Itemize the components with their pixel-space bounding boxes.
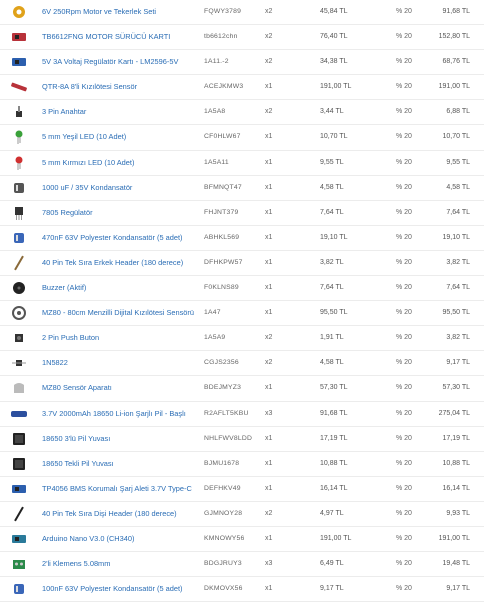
product-thumbnail[interactable]	[10, 226, 28, 250]
product-name-link[interactable]: 18650 Tekli Pil Yuvası	[42, 458, 114, 468]
battery-holder-icon	[10, 430, 28, 448]
product-thumbnail[interactable]	[10, 351, 28, 375]
product-name-link[interactable]: 1N5822	[42, 358, 68, 368]
line-total: 10,88 TL	[442, 459, 470, 467]
product-thumbnail[interactable]	[10, 301, 28, 325]
diode-icon	[10, 354, 28, 372]
unit-price: 1,91 TL	[320, 334, 344, 342]
tax-rate: % 20	[396, 334, 412, 342]
quantity: x1	[265, 133, 273, 141]
quantity: x1	[265, 284, 273, 292]
product-thumbnail[interactable]	[10, 251, 28, 275]
unit-price: 3,44 TL	[320, 108, 344, 116]
line-total: 91,68 TL	[442, 8, 470, 15]
product-name-link[interactable]: 5V 3A Voltaj Regülatör Kartı - LM2596-5V	[42, 57, 179, 67]
product-thumbnail[interactable]	[10, 276, 28, 300]
list-item	[0, 427, 484, 452]
line-total: 191,00 TL	[438, 534, 470, 542]
line-total: 68,76 TL	[442, 58, 470, 66]
tax-rate: % 20	[396, 58, 412, 66]
list-item	[0, 376, 484, 401]
unit-price: 16,14 TL	[320, 484, 348, 492]
quantity: x1	[265, 83, 273, 91]
list-item	[0, 276, 484, 301]
tax-rate: % 20	[396, 233, 412, 241]
unit-price: 7,64 TL	[320, 284, 344, 292]
line-total: 275,04 TL	[438, 409, 470, 417]
tax-rate: % 20	[396, 409, 412, 417]
board-icon	[10, 530, 28, 548]
tax-rate: % 20	[396, 133, 412, 141]
product-code: FHJNT379	[204, 208, 239, 216]
quantity: x2	[265, 58, 273, 66]
ir-sensor-icon	[10, 304, 28, 322]
quantity: x1	[265, 309, 273, 317]
unit-price: 6,49 TL	[320, 560, 344, 568]
product-thumbnail[interactable]	[10, 527, 28, 551]
product-name-link[interactable]: 5 mm Kırmızı LED (10 Adet)	[42, 157, 135, 167]
board-icon	[10, 480, 28, 498]
product-thumbnail[interactable]	[10, 201, 28, 225]
product-code: tb6612chn	[204, 33, 238, 41]
switch-icon	[10, 103, 28, 121]
sensor-bar-icon	[10, 78, 28, 96]
product-name-link[interactable]: 3.7V 2000mAh 18650 Li-ion Şarjlı Pil - Başlı	[42, 408, 186, 418]
product-thumbnail[interactable]	[10, 477, 28, 501]
product-code: DEFHKV49	[204, 484, 241, 492]
wheel-icon	[10, 3, 28, 21]
quantity: x2	[265, 509, 273, 517]
list-item	[0, 402, 484, 427]
tax-rate: % 20	[396, 534, 412, 542]
line-total: 9,93 TL	[446, 509, 470, 517]
unit-price: 19,10 TL	[320, 233, 348, 241]
product-name-link[interactable]: 40 Pin Tek Sıra Dişi Header (180 derece)	[42, 508, 177, 518]
product-code: ACEJKMW3	[204, 83, 244, 91]
tax-rate: % 20	[396, 284, 412, 292]
product-thumbnail[interactable]	[10, 151, 28, 175]
line-total: 7,64 TL	[446, 208, 470, 216]
unit-price: 9,17 TL	[320, 585, 344, 593]
product-thumbnail[interactable]	[10, 452, 28, 476]
product-name-link[interactable]: 40 Pin Tek Sıra Erkek Header (180 derece)	[42, 257, 184, 267]
quantity: x2	[265, 33, 273, 41]
list-item	[0, 201, 484, 226]
unit-price: 4,58 TL	[320, 183, 344, 191]
tax-rate: % 20	[396, 434, 412, 442]
unit-price: 3,82 TL	[320, 258, 344, 266]
product-name-link[interactable]: TB6612FNG MOTOR SÜRÜCÜ KARTI	[42, 32, 171, 42]
buzzer-icon	[10, 279, 28, 297]
product-thumbnail[interactable]	[10, 75, 28, 99]
quantity: x1	[265, 384, 273, 392]
product-code: BDEJMYZ3	[204, 384, 242, 392]
product-code: BFMNQT47	[204, 183, 242, 191]
list-item	[0, 552, 484, 577]
list-item	[0, 0, 484, 25]
unit-price: 76,40 TL	[320, 33, 348, 41]
product-code: CF0HLW67	[204, 133, 241, 141]
line-total: 17,19 TL	[442, 434, 470, 442]
line-total: 3,82 TL	[446, 258, 470, 266]
tax-rate: % 20	[396, 560, 412, 568]
product-code: GJMNOY28	[204, 509, 243, 517]
tax-rate: % 20	[396, 309, 412, 317]
tax-rate: % 20	[396, 208, 412, 216]
capacitor-icon	[10, 580, 28, 598]
tax-rate: % 20	[396, 459, 412, 467]
product-thumbnail[interactable]	[10, 577, 28, 601]
tax-rate: % 20	[396, 509, 412, 517]
list-item	[0, 477, 484, 502]
list-item	[0, 251, 484, 276]
line-total: 9,17 TL	[446, 585, 470, 593]
product-code: NHLFWV8LDD	[204, 434, 253, 442]
product-name-link[interactable]: 7805 Regülatör	[42, 207, 93, 217]
quantity: x2	[265, 108, 273, 116]
product-code: CGJS2356	[204, 359, 239, 367]
product-code: DFHKPW57	[204, 258, 243, 266]
product-code: FQWY3789	[204, 8, 242, 15]
list-item	[0, 50, 484, 75]
list-item	[0, 326, 484, 351]
quantity: x2	[265, 8, 273, 15]
product-name-link[interactable]: MZ80 - 80cm Menzilli Dijital Kızılötesi Sensörü	[42, 308, 194, 318]
product-code: 1A47	[204, 309, 221, 317]
header-pin-icon	[10, 505, 28, 523]
quantity: x2	[265, 359, 273, 367]
product-name-link[interactable]: 100nF 63V Polyester Kondansatör (5 adet)	[42, 584, 183, 594]
product-code: 1A5A9	[204, 334, 226, 342]
list-item	[0, 452, 484, 477]
product-code: 1A11.-2	[204, 58, 229, 66]
product-code: KMNOWY56	[204, 534, 245, 542]
led-icon	[10, 154, 28, 172]
product-code: BJMU1678	[204, 459, 240, 467]
line-total: 57,30 TL	[442, 384, 470, 392]
list-item	[0, 502, 484, 527]
product-thumbnail[interactable]	[10, 176, 28, 200]
unit-price: 4,97 TL	[320, 509, 344, 517]
capacitor-icon	[10, 179, 28, 197]
tax-rate: % 20	[396, 33, 412, 41]
unit-price: 17,19 TL	[320, 434, 348, 442]
tax-rate: % 20	[396, 108, 412, 116]
product-name-link[interactable]: 6V 250Rpm Motor ve Tekerlek Seti	[42, 7, 157, 16]
board-icon	[10, 53, 28, 71]
product-thumbnail[interactable]	[10, 552, 28, 576]
product-name-link[interactable]: MZ80 Sensör Aparatı	[42, 383, 112, 393]
line-total: 9,17 TL	[446, 359, 470, 367]
line-total: 95,50 TL	[442, 309, 470, 317]
product-code: DKMOVX56	[204, 585, 243, 593]
quantity: x1	[265, 208, 273, 216]
battery-holder-icon	[10, 455, 28, 473]
product-name-link[interactable]: 2 Pin Push Buton	[42, 333, 100, 343]
unit-price: 9,55 TL	[320, 158, 344, 166]
list-item	[0, 226, 484, 251]
quantity: x1	[265, 459, 273, 467]
line-total: 4,58 TL	[446, 183, 470, 191]
product-thumbnail[interactable]	[10, 100, 28, 124]
product-thumbnail[interactable]	[10, 376, 28, 400]
tax-rate: % 20	[396, 183, 412, 191]
regulator-icon	[10, 204, 28, 222]
unit-price: 4,58 TL	[320, 359, 344, 367]
product-thumbnail[interactable]	[10, 50, 28, 74]
board-icon	[10, 28, 28, 46]
tax-rate: % 20	[396, 158, 412, 166]
list-item	[0, 527, 484, 552]
product-name-link[interactable]: 3 Pin Anahtar	[42, 107, 87, 117]
product-name-link[interactable]: 1000 uF / 35V Kondansatör	[42, 182, 133, 192]
unit-price: 7,64 TL	[320, 208, 344, 216]
product-code: BDGJRUY3	[204, 560, 242, 568]
tax-rate: % 20	[396, 384, 412, 392]
quantity: x1	[265, 233, 273, 241]
tax-rate: % 20	[396, 585, 412, 593]
product-code: F0KLNS89	[204, 284, 239, 292]
product-code: R2AFLT5KBU	[204, 409, 249, 417]
product-code: 1A5A8	[204, 108, 226, 116]
list-item	[0, 25, 484, 50]
quantity: x1	[265, 183, 273, 191]
product-name-link[interactable]: QTR-8A 8'li Kızılötesi Sensör	[42, 82, 138, 92]
line-total: 152,80 TL	[438, 33, 470, 41]
quantity: x2	[265, 334, 273, 342]
product-thumbnail[interactable]	[10, 25, 28, 49]
bracket-icon	[10, 379, 28, 397]
quantity: x1	[265, 534, 273, 542]
quantity: x1	[265, 434, 273, 442]
terminal-block-icon	[10, 555, 28, 573]
line-total: 9,55 TL	[446, 158, 470, 166]
quantity: x1	[265, 158, 273, 166]
unit-price: 91,68 TL	[320, 409, 348, 417]
quantity: x3	[265, 560, 273, 568]
product-name-link[interactable]: 18650 3'lü Pil Yuvası	[42, 433, 111, 443]
tax-rate: % 20	[396, 359, 412, 367]
list-item	[0, 351, 484, 376]
product-name-link[interactable]: TP4056 BMS Korumalı Şarj Aleti 3.7V Type-C	[42, 483, 192, 493]
list-item	[0, 100, 484, 125]
led-icon	[10, 128, 28, 146]
unit-price: 95,50 TL	[320, 309, 348, 317]
product-name-link[interactable]: 5 mm Yeşil LED (10 Adet)	[42, 132, 127, 142]
line-total: 19,48 TL	[442, 560, 470, 568]
product-thumbnail[interactable]	[10, 427, 28, 451]
product-code: ABHKL569	[204, 233, 240, 241]
unit-price: 45,84 TL	[320, 8, 348, 15]
unit-price: 191,00 TL	[320, 534, 352, 542]
list-item	[0, 577, 484, 602]
product-code: 1A5A11	[204, 158, 229, 166]
line-total: 3,82 TL	[446, 334, 470, 342]
list-item	[0, 176, 484, 201]
quantity: x3	[265, 409, 273, 417]
product-thumbnail[interactable]	[10, 0, 28, 24]
product-name-link[interactable]: Buzzer (Aktif)	[42, 283, 87, 293]
tax-rate: % 20	[396, 484, 412, 492]
product-name-link[interactable]: Arduino Nano V3.0 (CH340)	[42, 533, 135, 543]
battery-icon	[10, 405, 28, 423]
tax-rate: % 20	[396, 83, 412, 91]
quantity: x1	[265, 484, 273, 492]
unit-price: 10,88 TL	[320, 459, 348, 467]
tax-rate: % 20	[396, 8, 412, 15]
capacitor-icon	[10, 229, 28, 247]
product-thumbnail[interactable]	[10, 125, 28, 149]
product-name-link[interactable]: 470nF 63V Polyester Kondansatör (5 adet)	[42, 232, 183, 242]
quantity: x1	[265, 258, 273, 266]
list-item	[0, 151, 484, 176]
header-pin-icon	[10, 254, 28, 272]
line-total: 191,00 TL	[438, 83, 470, 91]
line-total: 16,14 TL	[442, 484, 470, 492]
line-total: 6,88 TL	[446, 108, 470, 116]
list-item	[0, 301, 484, 326]
quantity: x1	[265, 585, 273, 593]
push-button-icon	[10, 329, 28, 347]
line-total: 10,70 TL	[442, 133, 470, 141]
line-total: 7,64 TL	[446, 284, 470, 292]
product-name-link[interactable]: 2'li Klemens 5.08mm	[42, 559, 111, 569]
product-thumbnail[interactable]	[10, 326, 28, 350]
line-total: 19,10 TL	[442, 233, 470, 241]
product-thumbnail[interactable]	[10, 502, 28, 526]
product-thumbnail[interactable]	[10, 402, 28, 426]
list-item	[0, 75, 484, 100]
unit-price: 191,00 TL	[320, 83, 352, 91]
unit-price: 10,70 TL	[320, 133, 348, 141]
unit-price: 57,30 TL	[320, 384, 348, 392]
list-item	[0, 125, 484, 150]
unit-price: 34,38 TL	[320, 58, 348, 66]
tax-rate: % 20	[396, 258, 412, 266]
